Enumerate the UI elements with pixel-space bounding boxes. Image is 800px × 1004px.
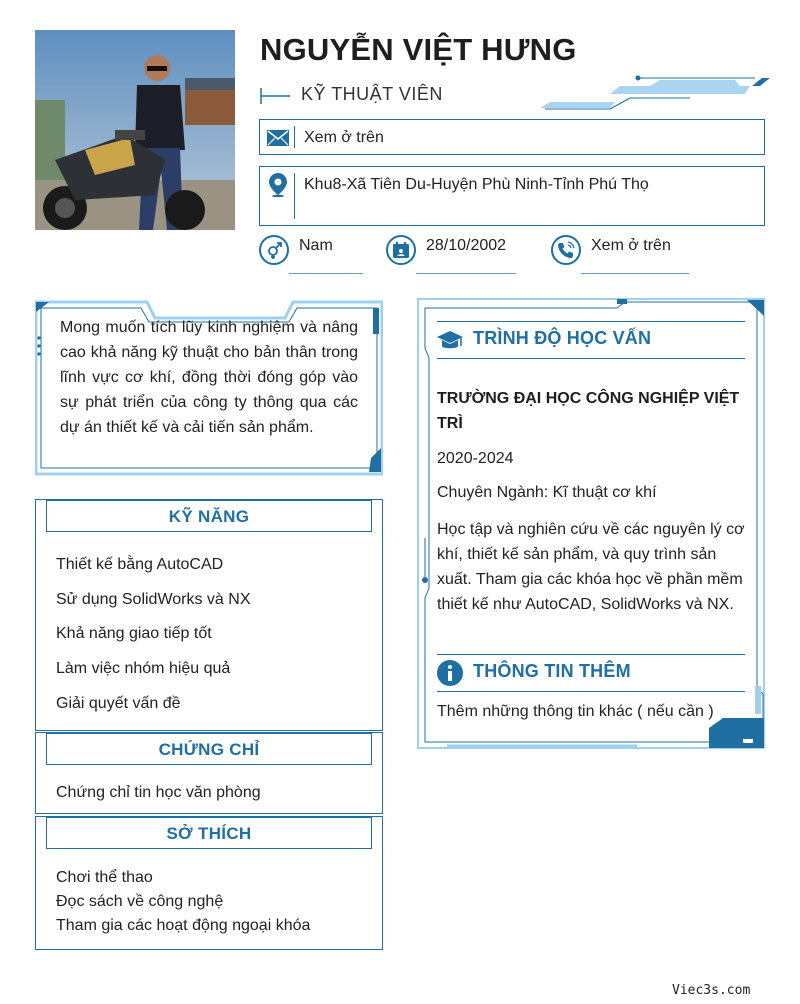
phone-field bbox=[551, 235, 701, 279]
skill-item: Sử dụng SolidWorks và NX bbox=[56, 591, 251, 608]
school-name: TRƯỜNG ĐẠI HỌC CÔNG NGHIỆP VIỆT TRÌ bbox=[437, 390, 740, 432]
education-major: Chuyên Ngành: Kĩ thuật cơ khí bbox=[437, 484, 657, 501]
hobby-item: Đọc sách về công nghệ bbox=[56, 893, 224, 910]
phone-value: Xem ở trên bbox=[591, 237, 671, 254]
address-value: Khu8-Xã Tiên Du-Huyện Phù Ninh-Tỉnh Phú Thọ bbox=[304, 176, 649, 193]
email-value: Xem ở trên bbox=[304, 129, 384, 146]
hobbies-section bbox=[35, 816, 383, 950]
skill-item: Làm việc nhóm hiệu quả bbox=[56, 660, 231, 677]
title-line-decoration bbox=[260, 86, 290, 106]
gender-icon bbox=[259, 235, 289, 265]
graduation-cap-icon bbox=[437, 326, 463, 354]
separator bbox=[294, 173, 295, 219]
hobby-item: Tham gia các hoạt động ngoại khóa bbox=[56, 917, 311, 934]
profile-photo bbox=[35, 30, 235, 230]
education-years: 2020-2024 bbox=[437, 450, 514, 467]
hobby-item: Chơi thể thao bbox=[56, 869, 153, 886]
skills-heading: KỸ NĂNG bbox=[46, 500, 372, 532]
additional-info-title: THÔNG TIN THÊM bbox=[473, 661, 631, 681]
certificates-heading: CHỨNG CHỈ bbox=[46, 733, 372, 765]
info-icon bbox=[437, 659, 463, 687]
footer-watermark: Viec3s.com bbox=[672, 983, 751, 998]
calendar-icon bbox=[386, 235, 416, 265]
education-title: TRÌNH ĐỘ HỌC VẤN bbox=[473, 328, 652, 348]
objective-text: Mong muốn tích lũy kinh nghiệm và nâng cao khả năng kỹ thuật cho bản thân trong lĩnh vực cơ khí, đồng thời đóng góp vào sự phát triển của công ty thông qua các dự án thiết kế và cải tiến sản phẩm. bbox=[60, 319, 358, 436]
dob-value: 28/10/2002 bbox=[426, 237, 507, 254]
underline bbox=[581, 273, 689, 274]
additional-info-heading bbox=[437, 654, 745, 692]
education-description: Học tập và nghiên cứu về các nguyên lý cơ khí, thiết kế sản phẩm, và quy trình sản xuất. Tham gia các khóa học về phần mềm thiết kế như AutoCAD, SolidWorks và NX. bbox=[437, 521, 745, 613]
email-box bbox=[259, 119, 765, 155]
skills-section bbox=[35, 499, 383, 731]
phone-icon bbox=[551, 235, 581, 265]
education-heading bbox=[437, 321, 745, 359]
skill-item: Thiết kế bằng AutoCAD bbox=[56, 556, 224, 573]
location-pin-icon bbox=[264, 171, 292, 199]
mail-icon bbox=[264, 124, 292, 152]
underline bbox=[416, 273, 516, 274]
certificates-section bbox=[35, 732, 383, 814]
job-title: KỸ THUẬT VIÊN bbox=[301, 84, 443, 104]
underline bbox=[289, 273, 363, 274]
dob-field bbox=[386, 235, 536, 279]
skill-item: Giải quyết vấn đề bbox=[56, 695, 181, 712]
additional-info-text: Thêm những thông tin khác ( nếu cần ) bbox=[437, 703, 714, 720]
gender-value: Nam bbox=[299, 237, 333, 254]
separator bbox=[294, 126, 295, 148]
header-decoration bbox=[540, 72, 770, 116]
certificate-item: Chứng chỉ tin học văn phòng bbox=[56, 784, 261, 801]
candidate-name: NGUYỄN VIỆT HƯNG bbox=[260, 32, 577, 67]
skill-item: Khả năng giao tiếp tốt bbox=[56, 625, 212, 642]
gender-field bbox=[259, 235, 379, 279]
hobbies-heading: SỞ THÍCH bbox=[46, 817, 372, 849]
address-box bbox=[259, 166, 765, 226]
